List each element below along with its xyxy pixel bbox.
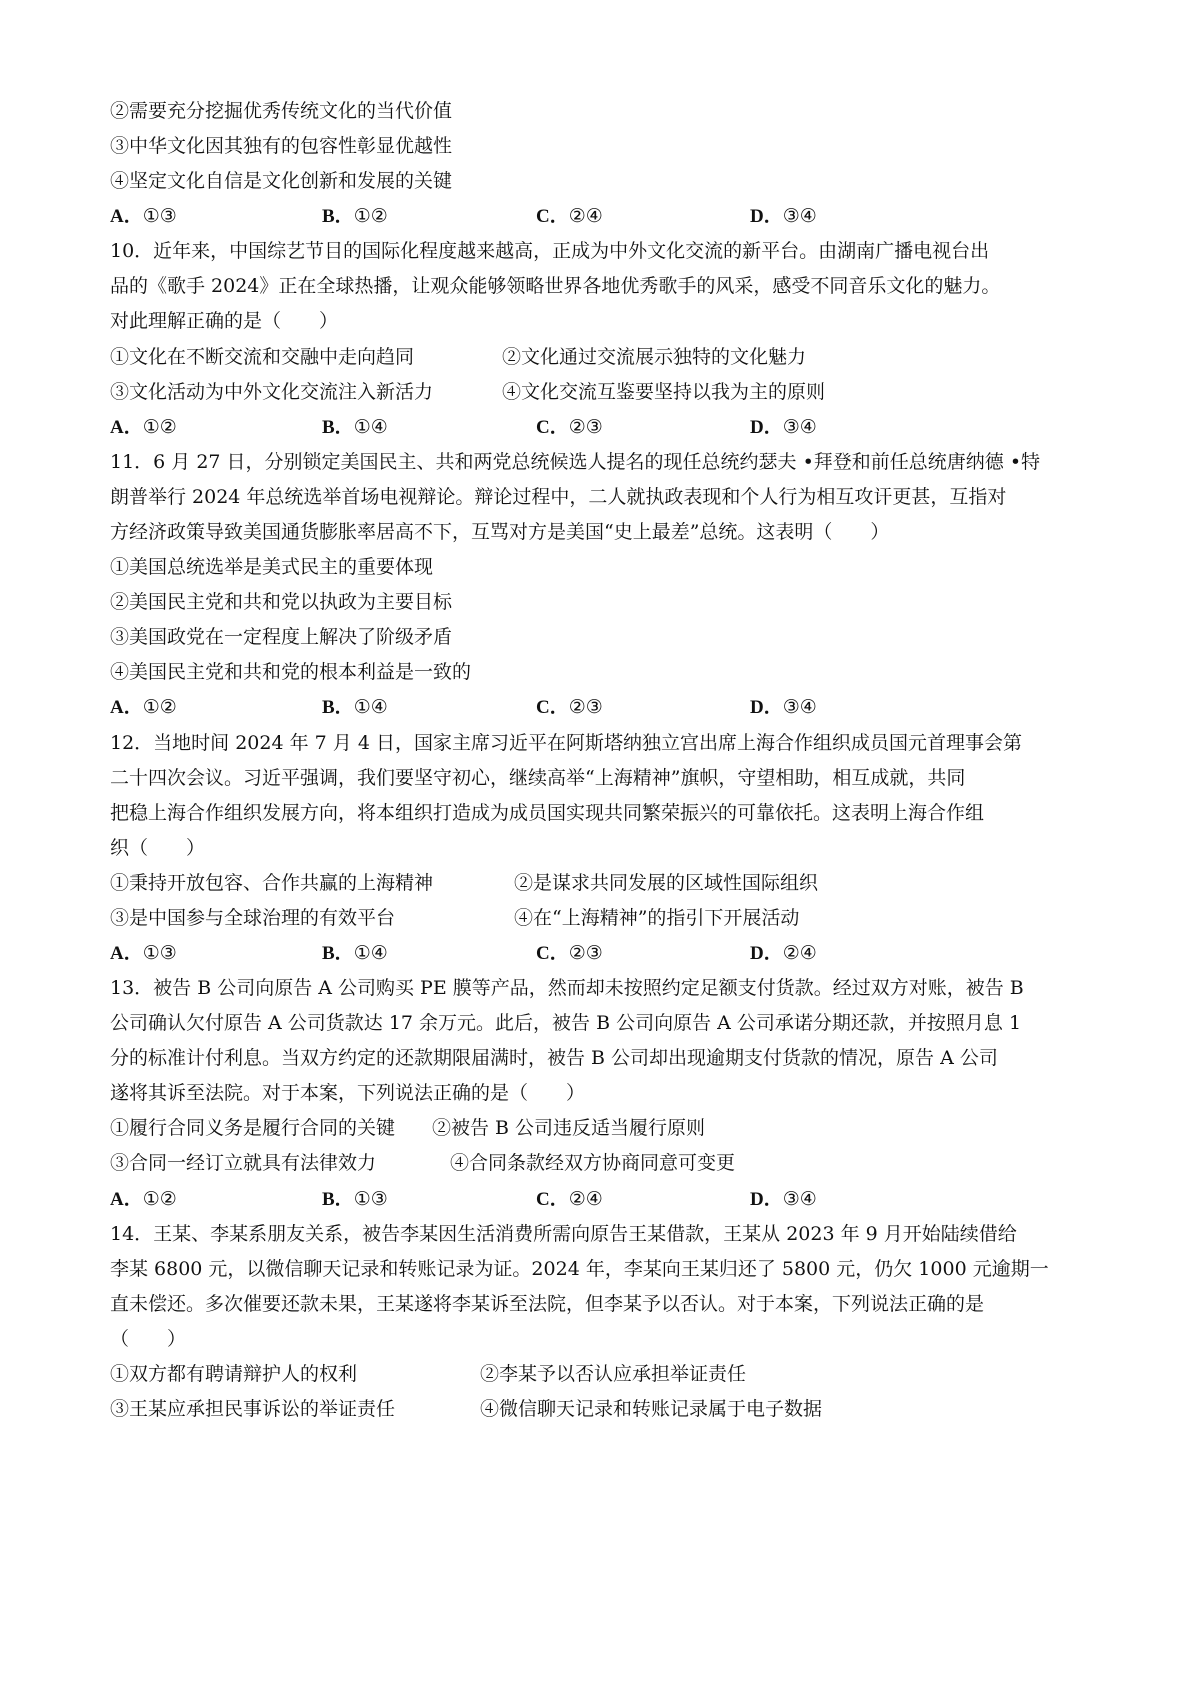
question-14-stem-line: 李某 6800 元，以微信聊天记录和转账记录为证。2024 年，李某向王某归还了 5800 元，仍欠 1000 元逾期一 — [110, 1258, 1049, 1280]
question-10-stem-line: 10．近年来，中国综艺节目的国际化程度越来越高，正成为中外文化交流的新平台。由湖南广播电视台出 — [110, 240, 990, 262]
statement-line: ④坚定文化自信是文化创新和发展的关键 — [110, 170, 453, 192]
question-14-stem-line: 14．王某、李某系朋友关系，被告李某因生活消费所需向原告王某借款，王某从 2023 年 9 月开始陆续借给 — [110, 1223, 1017, 1245]
choice-a[interactable]: A．①② — [110, 696, 177, 718]
statement-4: ④合同条款经双方协商同意可变更 — [450, 1152, 736, 1174]
statement-line: ②美国民主党和共和党以执政为主要目标 — [110, 591, 453, 613]
statement-line: ③中华文化因其独有的包容性彰显优越性 — [110, 135, 453, 157]
statement-line: ①美国总统选举是美式民主的重要体现 — [110, 556, 434, 578]
question-13-stem-line: 公司确认欠付原告 A 公司货款达 17 余万元。此后，被告 B 公司向原告 A 公司承诺分期还款，并按照月息 1 — [110, 1012, 1022, 1034]
question-12-stem-line: 12．当地时间 2024 年 7 月 4 日，国家主席习近平在阿斯塔纳独立宫出席上海合作组织成员国元首理事会第 — [110, 732, 1022, 754]
choice-c[interactable]: C．②③ — [536, 942, 603, 964]
question-12-stem-line: 织（ ） — [110, 837, 206, 859]
choice-a[interactable]: A．①③ — [110, 205, 177, 227]
choice-d[interactable]: D．②④ — [750, 942, 817, 964]
choice-c[interactable]: C．②③ — [536, 416, 603, 438]
choice-d[interactable]: D．③④ — [750, 416, 817, 438]
statement-3: ③合同一经订立就具有法律效力 — [110, 1152, 377, 1174]
statement-3: ③是中国参与全球治理的有效平台 — [110, 907, 396, 929]
question-13-stem-line: 遂将其诉至法院。对于本案，下列说法正确的是（ ） — [110, 1082, 586, 1104]
statement-4: ④文化交流互鉴要坚持以我为主的原则 — [502, 381, 826, 403]
statement-1: ①文化在不断交流和交融中走向趋同 — [110, 346, 415, 368]
question-14-stem-line: （ ） — [110, 1328, 187, 1350]
choice-c[interactable]: C．②③ — [536, 696, 603, 718]
question-12-stem-line: 二十四次会议。习近平强调，我们要坚守初心，继续高举“上海精神”旗帜，守望相助，相互成就，共同 — [110, 767, 966, 789]
statement-2: ②李某予以否认应承担举证责任 — [480, 1363, 747, 1385]
choice-b[interactable]: B．①④ — [322, 696, 388, 718]
choice-d[interactable]: D．③④ — [750, 205, 817, 227]
question-10-stem-line: 品的《歌手 2024》正在全球热播，让观众能够领略世界各地优秀歌手的风采，感受不同音乐文化的魅力。 — [110, 275, 1001, 297]
question-11-stem-line: 11．6 月 27 日，分别锁定美国民主、共和两党总统候选人提名的现任总统约瑟夫 •拜登和前任总统唐纳德 •特 — [110, 451, 1041, 473]
choice-c[interactable]: C．②④ — [536, 205, 603, 227]
statement-4: ④在“上海精神”的指引下开展活动 — [514, 907, 800, 929]
statement-3: ③文化活动为中外文化交流注入新活力 — [110, 381, 434, 403]
statement-1: ①履行合同义务是履行合同的关键 — [110, 1117, 396, 1139]
choice-c[interactable]: C．②④ — [536, 1188, 603, 1210]
statement-line: ④美国民主党和共和党的根本利益是一致的 — [110, 661, 472, 683]
statement-2: ②文化通过交流展示独特的文化魅力 — [502, 346, 807, 368]
question-12-stem-line: 把稳上海合作组织发展方向，将本组织打造成为成员国实现共同繁荣振兴的可靠依托。这表明上海合作组 — [110, 802, 985, 824]
statement-1: ①双方都有聘请辩护人的权利 — [110, 1363, 358, 1385]
choice-b[interactable]: B．①④ — [322, 416, 388, 438]
question-14-stem-line: 直未偿还。多次催要还款未果，王某遂将李某诉至法院，但李某予以否认。对于本案，下列说法正确的是 — [110, 1293, 985, 1315]
question-11-stem-line: 朗普举行 2024 年总统选举首场电视辩论。辩论过程中，二人就执政表现和个人行为相互攻讦更甚，互指对 — [110, 486, 1007, 508]
question-10-stem-line: 对此理解正确的是（ ） — [110, 310, 339, 332]
question-13-stem-line: 13．被告 B 公司向原告 A 公司购买 PE 膜等产品，然而却未按照约定足额支付货款。经过双方对账，被告 B — [110, 977, 1024, 999]
choice-d[interactable]: D．③④ — [750, 1188, 817, 1210]
statement-line: ②需要充分挖掘优秀传统文化的当代价值 — [110, 100, 453, 122]
statement-2: ②是谋求共同发展的区域性国际组织 — [514, 872, 819, 894]
statement-4: ④微信聊天记录和转账记录属于电子数据 — [480, 1398, 823, 1420]
choice-b[interactable]: B．①② — [322, 205, 388, 227]
statement-2: ②被告 B 公司违反适当履行原则 — [432, 1117, 706, 1139]
question-11-stem-line: 方经济政策导致美国通货膨胀率居高不下，互骂对方是美国“史上最差”总统。这表明（ ） — [110, 521, 890, 543]
statement-line: ③美国政党在一定程度上解决了阶级矛盾 — [110, 626, 453, 648]
choice-a[interactable]: A．①② — [110, 416, 177, 438]
choice-b[interactable]: B．①④ — [322, 942, 388, 964]
choice-a[interactable]: A．①② — [110, 1188, 177, 1210]
choice-b[interactable]: B．①③ — [322, 1188, 388, 1210]
question-13-stem-line: 分的标准计付利息。当双方约定的还款期限届满时，被告 B 公司却出现逾期支付货款的情况，原告 A 公司 — [110, 1047, 998, 1069]
statement-1: ①秉持开放包容、合作共赢的上海精神 — [110, 872, 434, 894]
statement-3: ③王某应承担民事诉讼的举证责任 — [110, 1398, 396, 1420]
choice-a[interactable]: A．①③ — [110, 942, 177, 964]
choice-d[interactable]: D．③④ — [750, 696, 817, 718]
